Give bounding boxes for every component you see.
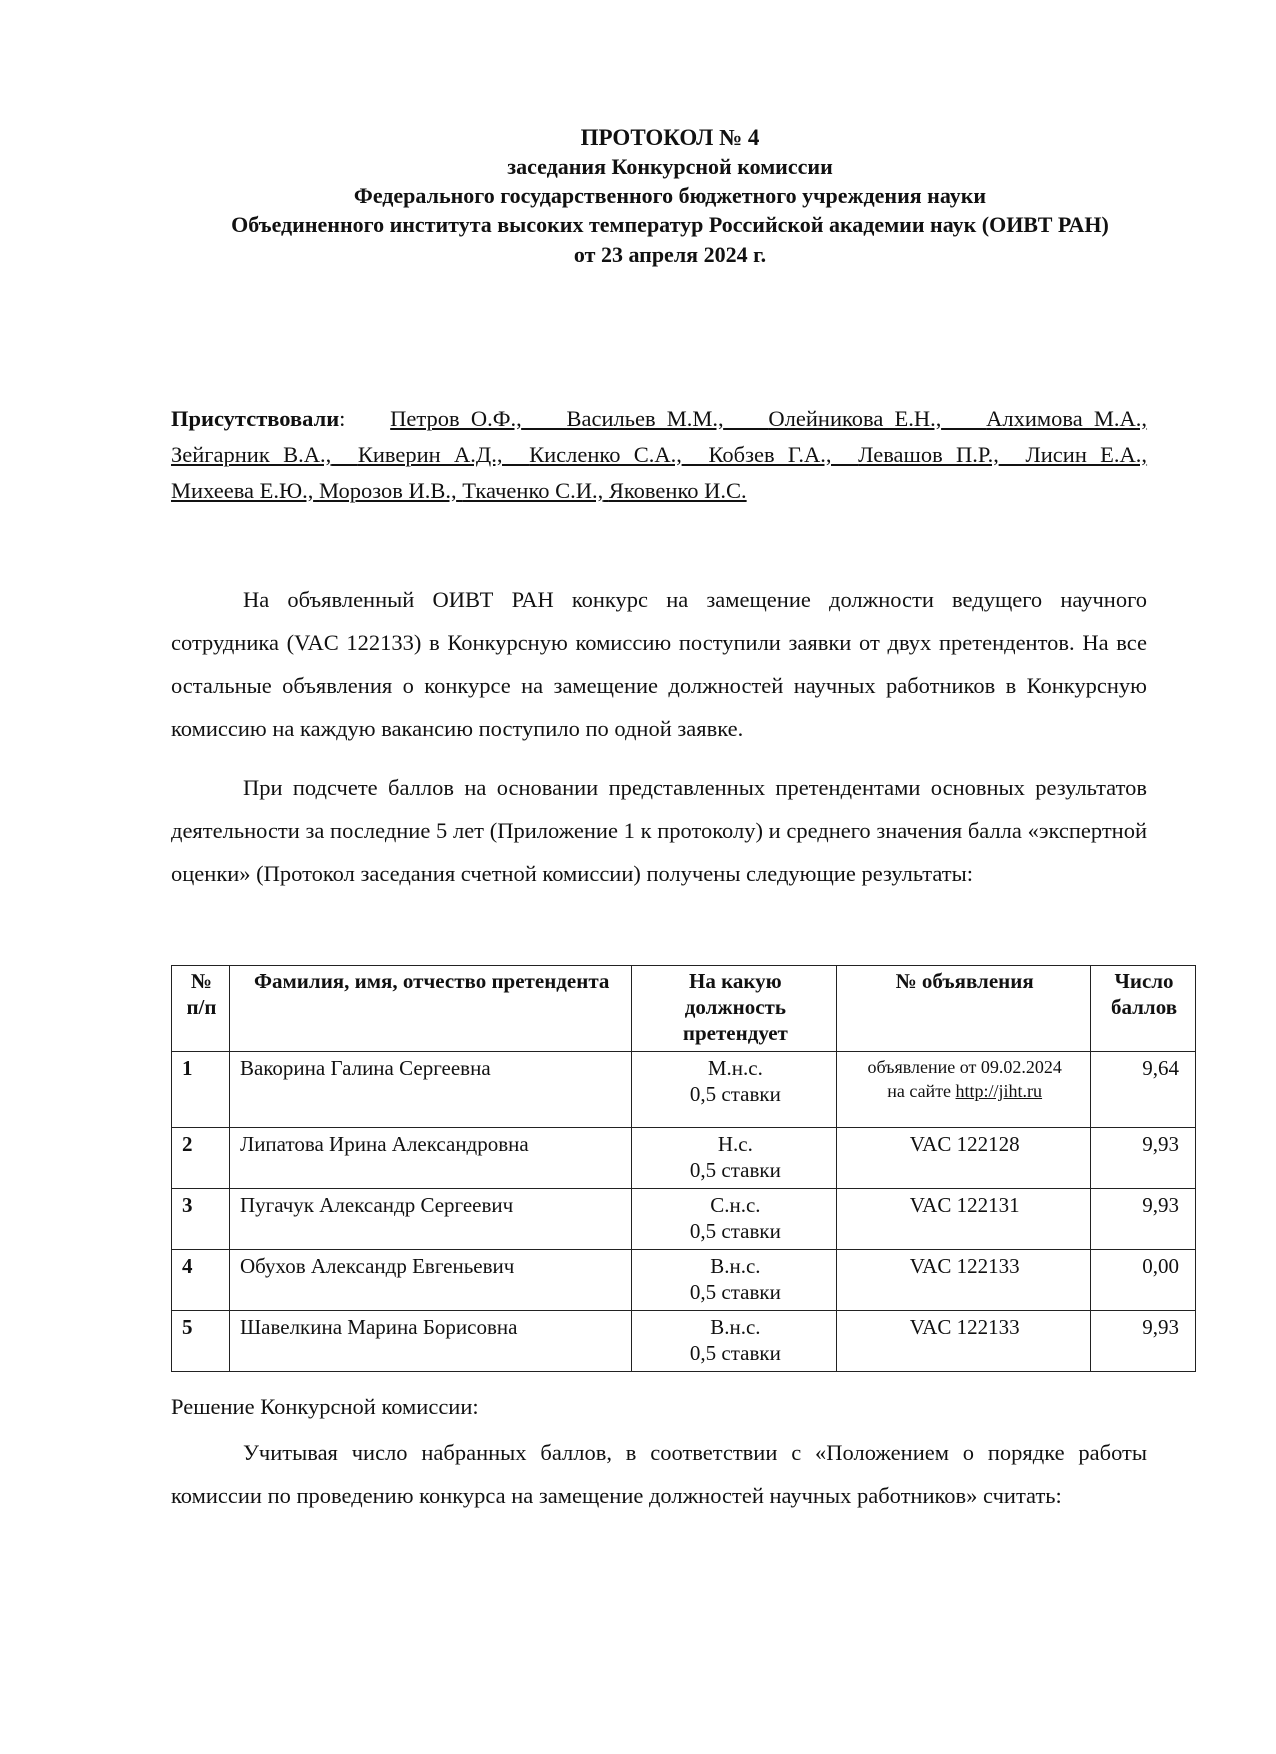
table-row xyxy=(172,1052,1196,1128)
document-header xyxy=(120,123,1220,269)
position-title: М.н.с. xyxy=(707,1056,763,1080)
attendee-name: Лисин Е.А., xyxy=(1025,442,1148,467)
row-name: Обухов Александр Евгеньевич xyxy=(229,1250,632,1311)
attendee-name: Морозов И.В., xyxy=(319,478,457,503)
row-ad: VAC 122128 xyxy=(837,1128,1091,1189)
attendee-name: Алхимова М.А., xyxy=(986,406,1148,431)
row-position xyxy=(632,1311,837,1372)
attendee-name: Яковенко И.С. xyxy=(608,478,747,503)
institution-line-2: Объединенного института высоких температур Российской академии наук (ОИВТ РАН) xyxy=(231,212,1109,237)
header-ad: № объявления xyxy=(837,966,1091,1052)
row-score: 9,93 xyxy=(1091,1311,1196,1372)
row-name: Шавелкина Марина Борисовна xyxy=(229,1311,632,1372)
row-name: Вакорина Галина Сергеевна xyxy=(229,1052,632,1128)
position-title: В.н.с. xyxy=(710,1254,761,1278)
paragraph-scoring: При подсчете баллов на основании представленных претендентами основных результатов деятельности за последние 5 лет (Приложение 1 к протоколу) и среднего значения балла «экспертной оценки» (Протокол заседания счетной комиссии) получены следующие результаты: xyxy=(171,775,1147,886)
header-name: Фамилия, имя, отчество претендента xyxy=(229,966,632,1052)
protocol-title: ПРОТОКОЛ № 4 xyxy=(580,125,760,150)
position-title: Н.с. xyxy=(717,1132,753,1156)
attendee-name: Петров О.Ф., xyxy=(390,406,522,431)
ad-site-link[interactable]: http://jiht.ru xyxy=(955,1081,1043,1101)
attendees-block xyxy=(171,401,1147,509)
row-num: 4 xyxy=(172,1250,230,1311)
row-position xyxy=(632,1128,837,1189)
row-score: 9,64 xyxy=(1091,1052,1196,1128)
ad-site xyxy=(845,1079,1084,1103)
row-num: 3 xyxy=(172,1189,230,1250)
attendee-name: Ткаченко С.И., xyxy=(462,478,604,503)
position-rate: 0,5 ставки xyxy=(689,1158,781,1182)
institution-line-1: Федерального государственного бюджетного учреждения науки xyxy=(353,183,987,208)
position-title: В.н.с. xyxy=(710,1315,761,1339)
table-row xyxy=(172,1128,1196,1189)
position-rate: 0,5 ставки xyxy=(689,1082,781,1106)
row-name: Липатова Ирина Александровна xyxy=(229,1128,632,1189)
header-score: Число баллов xyxy=(1091,966,1196,1052)
position-rate: 0,5 ставки xyxy=(689,1341,781,1365)
attendee-name: Зейгарник В.А., xyxy=(171,442,332,467)
paragraph-applications: На объявленный ОИВТ РАН конкурс на замещение должности ведущего научного сотрудника (VAC 122133) в Конкурсную комиссию поступили заявки от двух претендентов. На все остальные объявления о конкурсе на замещение должностей научных работников в Конкурсную комиссию на каждую вакансию поступило по одной заявке. xyxy=(171,587,1147,741)
meeting-subtitle: заседания Конкурсной комиссии xyxy=(507,154,833,179)
row-position xyxy=(632,1052,837,1128)
attendees-label: Присутствовали xyxy=(171,406,340,431)
attendee-name: Михеева Е.Ю., xyxy=(171,478,314,503)
attendee-name: Васильев М.М., xyxy=(566,406,724,431)
attendee-name: Кобзев Г.А., xyxy=(708,442,832,467)
row-ad xyxy=(837,1052,1091,1128)
position-title: С.н.с. xyxy=(710,1193,761,1217)
attendee-name: Левашов П.Р., xyxy=(858,442,999,467)
decision-title: Решение Конкурсной комиссии: xyxy=(171,1394,479,1419)
row-position xyxy=(632,1189,837,1250)
row-ad: VAC 122131 xyxy=(837,1189,1091,1250)
header-num: № п/п xyxy=(172,966,230,1052)
attendee-name: Олейникова Е.Н., xyxy=(768,406,942,431)
row-name: Пугачук Александр Сергеевич xyxy=(229,1189,632,1250)
row-score: 9,93 xyxy=(1091,1128,1196,1189)
position-rate: 0,5 ставки xyxy=(689,1219,781,1243)
attendee-name: Кисленко С.А., xyxy=(529,442,682,467)
row-num: 2 xyxy=(172,1128,230,1189)
table-row xyxy=(172,1250,1196,1311)
results-table xyxy=(171,965,1196,1372)
ad-date: объявление от 09.02.2024 xyxy=(867,1057,1062,1077)
paragraph-decision: Учитывая число набранных баллов, в соответствии с «Положением о порядке работы комиссии по проведению конкурса на замещение должностей научных работников» считать: xyxy=(171,1440,1147,1508)
ad-site-prefix: на сайте xyxy=(887,1081,956,1101)
row-score: 0,00 xyxy=(1091,1250,1196,1311)
attendee-name: Киверин А.Д., xyxy=(357,442,503,467)
position-rate: 0,5 ставки xyxy=(689,1280,781,1304)
row-num: 5 xyxy=(172,1311,230,1372)
header-position: На какую должность претендует xyxy=(632,966,837,1052)
protocol-date: от 23 апреля 2024 г. xyxy=(573,242,767,267)
attendees-colon: : xyxy=(339,406,379,431)
row-ad: VAC 122133 xyxy=(837,1311,1091,1372)
table-row xyxy=(172,1311,1196,1372)
row-ad: VAC 122133 xyxy=(837,1250,1091,1311)
row-position xyxy=(632,1250,837,1311)
row-score: 9,93 xyxy=(1091,1189,1196,1250)
table-row xyxy=(172,1189,1196,1250)
table-header-row xyxy=(172,966,1196,1052)
row-num: 1 xyxy=(172,1052,230,1128)
